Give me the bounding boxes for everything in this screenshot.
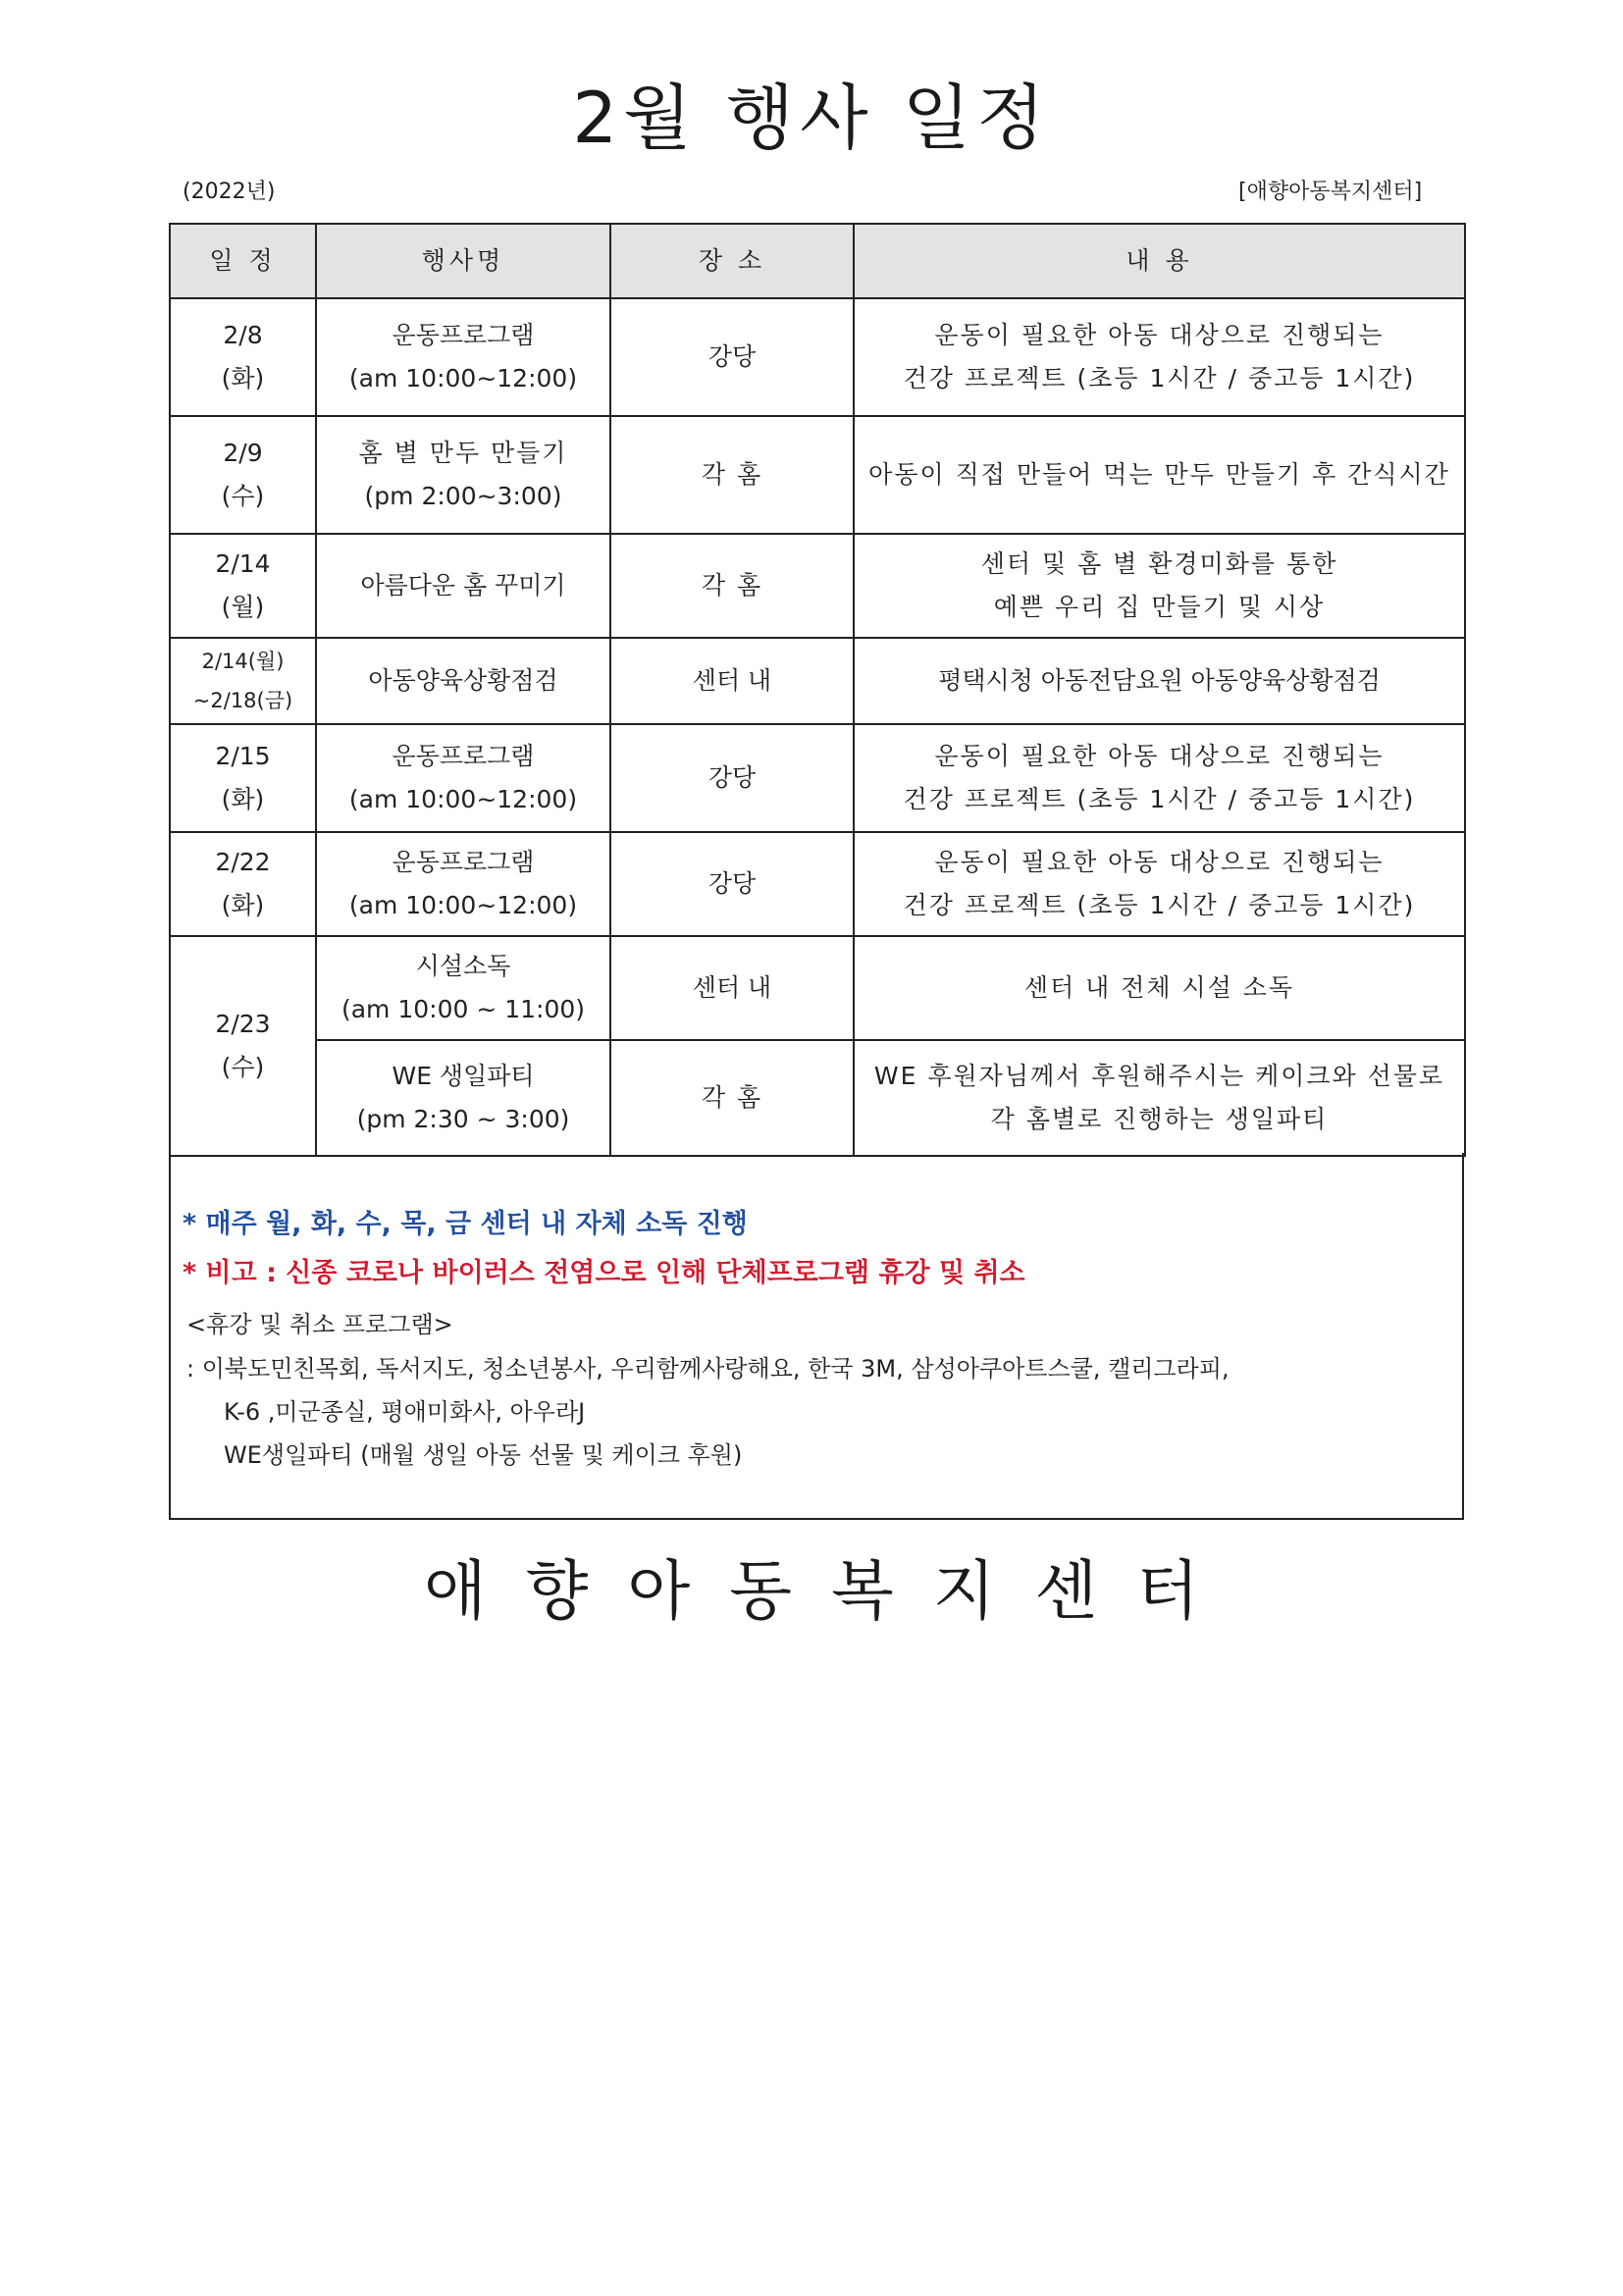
place-cell: 각 홈 [610,534,854,638]
organization-label: [애향아동복지센터] [1238,180,1423,204]
event-name-cell: 아름다운 홈 꾸미기 [316,534,610,638]
cancelled-programs-title: <휴강 및 취소 프로그램> [186,1311,453,1338]
place-cell: 각 홈 [610,1040,854,1156]
place-cell: 각 홈 [610,416,854,534]
table-row [170,534,1465,638]
date-cell: 2/8 (화) [170,298,316,416]
table-row [170,832,1465,936]
year-label: (2022년) [183,180,276,204]
table-row [170,298,1465,416]
table-header-row [170,224,1465,298]
content-cell: 아동이 직접 만들어 먹는 만두 만들기 후 간식시간 [854,416,1465,534]
place-cell: 강당 [610,832,854,936]
content-cell: 운동이 필요한 아동 대상으로 진행되는 건강 프로젝트 (초등 1시간 / 중고등 1시간) [854,724,1465,832]
header-date: 일 정 [170,224,316,298]
header-event-name: 행사명 [316,224,610,298]
event-name-cell: 운동프로그램 (am 10:00~12:00) [316,298,610,416]
content-cell: 운동이 필요한 아동 대상으로 진행되는 건강 프로젝트 (초등 1시간 / 중고등 1시간) [854,298,1465,416]
content-cell: 센터 내 전체 시설 소독 [854,936,1465,1040]
content-cell: 센터 및 홈 별 환경미화를 통한 예쁜 우리 집 만들기 및 시상 [854,534,1465,638]
date-cell: 2/9 (수) [170,416,316,534]
event-name-cell: 운동프로그램 (am 10:00~12:00) [316,832,610,936]
date-cell: 2/23 (수) [170,936,316,1156]
disinfection-note: * 매주 월, 화, 수, 목, 금 센터 내 자체 소독 진행 [183,1209,748,1239]
place-cell: 강당 [610,724,854,832]
event-name-cell: 운동프로그램 (am 10:00~12:00) [316,724,610,832]
date-cell: 2/14(월) ~2/18(금) [170,638,316,724]
table-row [170,416,1465,534]
table-row [170,638,1465,724]
event-name-cell: 시설소독 (am 10:00 ~ 11:00) [316,936,610,1040]
event-name-cell: WE 생일파티 (pm 2:30 ~ 3:00) [316,1040,610,1156]
date-cell: 2/22 (화) [170,832,316,936]
place-cell: 센터 내 [610,638,854,724]
page-title: 2월 행사 일정 [572,77,1051,159]
table-row [170,724,1465,832]
schedule-table [169,223,1466,1157]
footer-organization: 애향아동복지센터 [423,1553,1239,1629]
cancelled-programs-line-2: K-6 ,미군종실, 평애미화사, 아우라J [224,1398,586,1426]
header-place: 장 소 [610,224,854,298]
date-cell: 2/14 (월) [170,534,316,638]
date-cell: 2/15 (화) [170,724,316,832]
cancelled-programs-line-3: WE생일파티 (매월 생일 아동 선물 및 케이크 후원) [224,1441,743,1469]
header-content: 내 용 [854,224,1465,298]
table-row [170,936,1465,1040]
notes-box [169,1153,1464,1520]
cancelled-programs-line-1: : 이북도민친목회, 독서지도, 청소년봉사, 우리함께사랑해요, 한국 3M, 삼성아쿠아트스쿨, 캘리그라피, [186,1355,1230,1383]
content-cell: 평택시청 아동전담요원 아동양육상황점검 [854,638,1465,724]
place-cell: 강당 [610,298,854,416]
event-name-cell: 홈 별 만두 만들기 (pm 2:00~3:00) [316,416,610,534]
content-cell: 운동이 필요한 아동 대상으로 진행되는 건강 프로젝트 (초등 1시간 / 중고등 1시간) [854,832,1465,936]
remarks-note: * 비고 : 신종 코로나 바이러스 전염으로 인해 단체프로그램 휴강 및 취소 [183,1258,1025,1288]
event-name-cell: 아동양육상황점검 [316,638,610,724]
place-cell: 센터 내 [610,936,854,1040]
content-cell: WE 후원자님께서 후원해주시는 케이크와 선물로 각 홈별로 진행하는 생일파티 [854,1040,1465,1156]
table-row [170,1040,1465,1156]
